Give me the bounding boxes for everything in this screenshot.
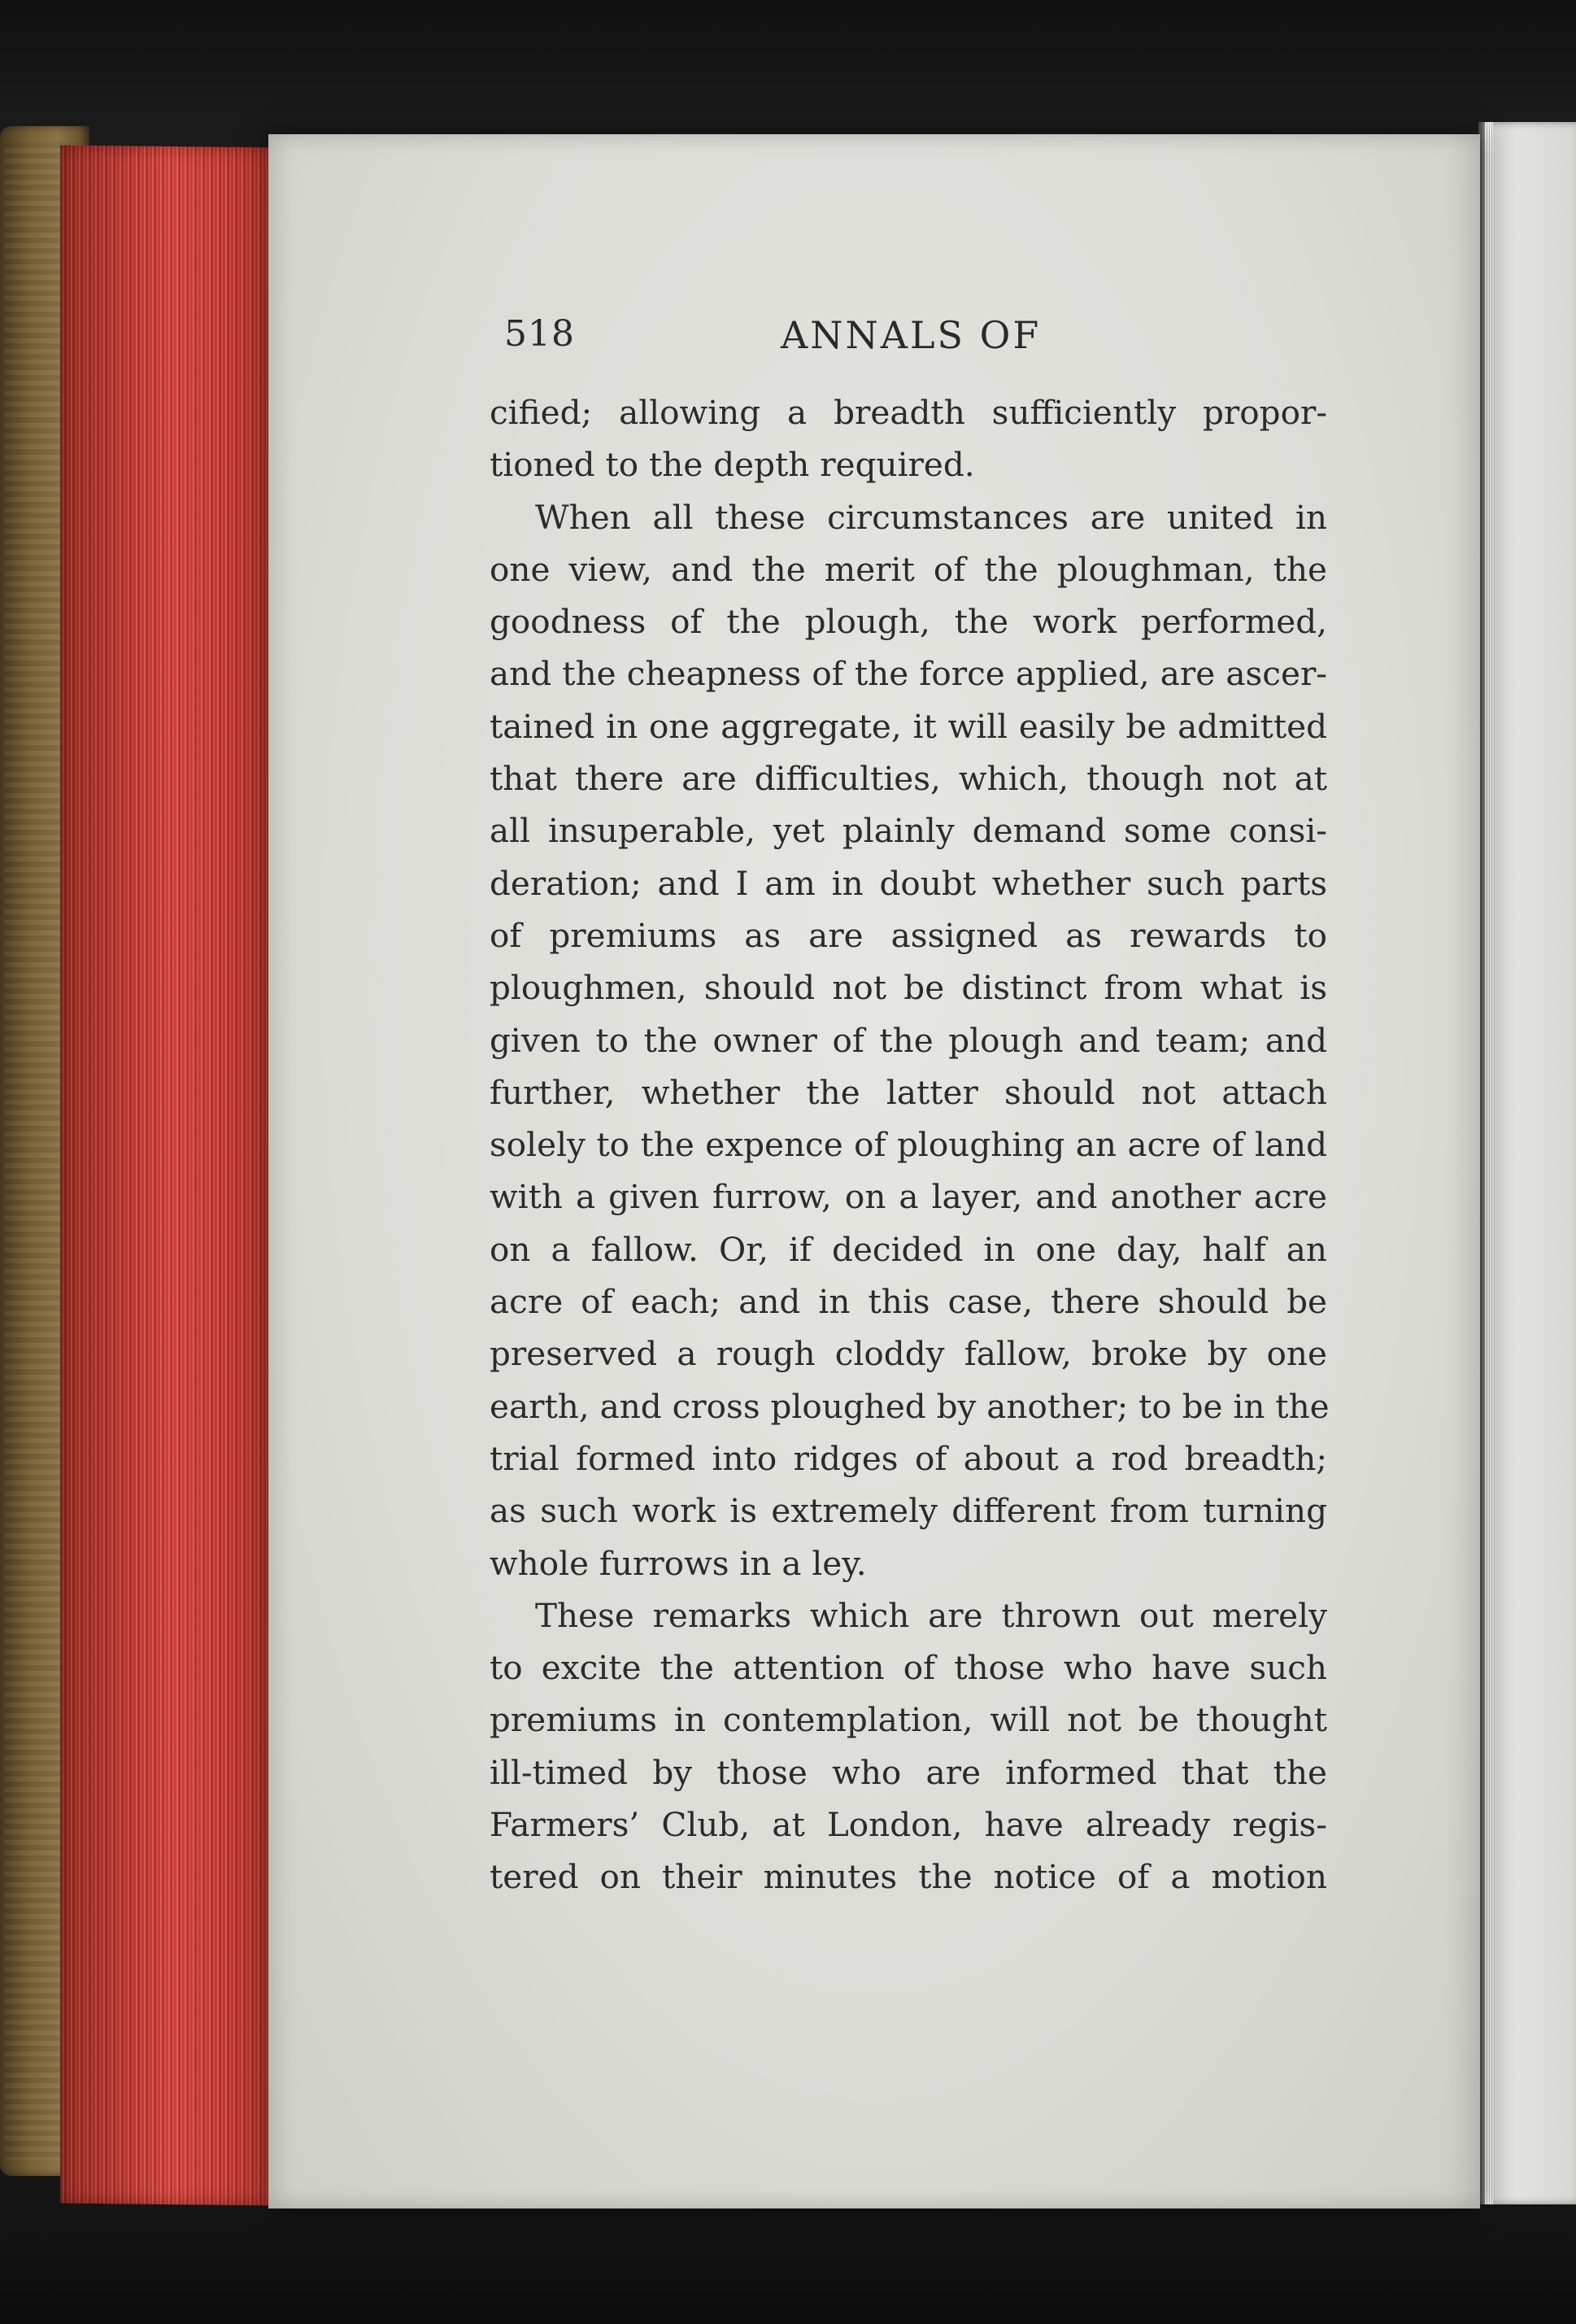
text-line: tered on their minutes the notice of a motion [490, 1857, 1327, 1897]
text-line: premiums in contemplation, will not be thought [490, 1700, 1327, 1740]
text-line: deration; and I am in doubt whether such parts [490, 863, 1327, 903]
facing-page-edge [1478, 122, 1576, 2204]
text-line: all insuperable, yet plainly demand some consi- [490, 811, 1327, 851]
text-line: These remarks which are thrown out merely [535, 1595, 1327, 1635]
red-page-edges [60, 146, 285, 2206]
running-head: ANNALS OF [781, 313, 1042, 357]
text-line: given to the owner of the plough and team; and [490, 1020, 1327, 1060]
text-line: as such work is extremely different from turning [490, 1491, 1327, 1531]
text-line: tained in one aggregate, it will easily be admitted [490, 706, 1327, 746]
text-line: trial formed into ridges of about a rod breadth; [490, 1438, 1327, 1478]
text-line: ill-timed by those who are informed that the [490, 1752, 1327, 1792]
text-line: goodness of the plough, the work performed, [490, 602, 1327, 642]
text-line: whole furrows in a ley. [490, 1543, 867, 1583]
text-line: with a given furrow, on a layer, and another acre [490, 1177, 1327, 1217]
text-line: tioned to the depth required. [490, 445, 975, 485]
body-text [490, 386, 1330, 1903]
text-line: acre of each; and in this case, there should be [490, 1282, 1327, 1322]
text-line: of premiums as are assigned as rewards to [490, 915, 1327, 955]
text-line: When all these circumstances are united in [535, 497, 1327, 537]
text-line: one view, and the merit of the ploughman, the [490, 549, 1327, 589]
page-header [504, 313, 1334, 362]
text-line: and the cheapness of the force applied, are ascer- [490, 654, 1327, 694]
text-line: on a fallow. Or, if decided in one day, half an [490, 1229, 1327, 1269]
text-line: further, whether the latter should not attach [490, 1072, 1327, 1112]
text-line: cified; allowing a breadth sufficiently propor- [490, 393, 1327, 432]
text-line: earth, and cross ploughed by another; to be in the [490, 1386, 1330, 1426]
text-line: Farmers’ Club, at London, have already regis- [490, 1805, 1327, 1845]
page-number: 518 [504, 313, 575, 355]
text-line: solely to the expence of ploughing an acre of land [490, 1125, 1327, 1165]
text-line: preserved a rough cloddy fallow, broke by one [490, 1334, 1327, 1374]
text-line: to excite the attention of those who have such [490, 1648, 1327, 1688]
text-line: that there are difficulties, which, though not at [490, 759, 1327, 799]
text-line: ploughmen, should not be distinct from what is [490, 968, 1327, 1008]
